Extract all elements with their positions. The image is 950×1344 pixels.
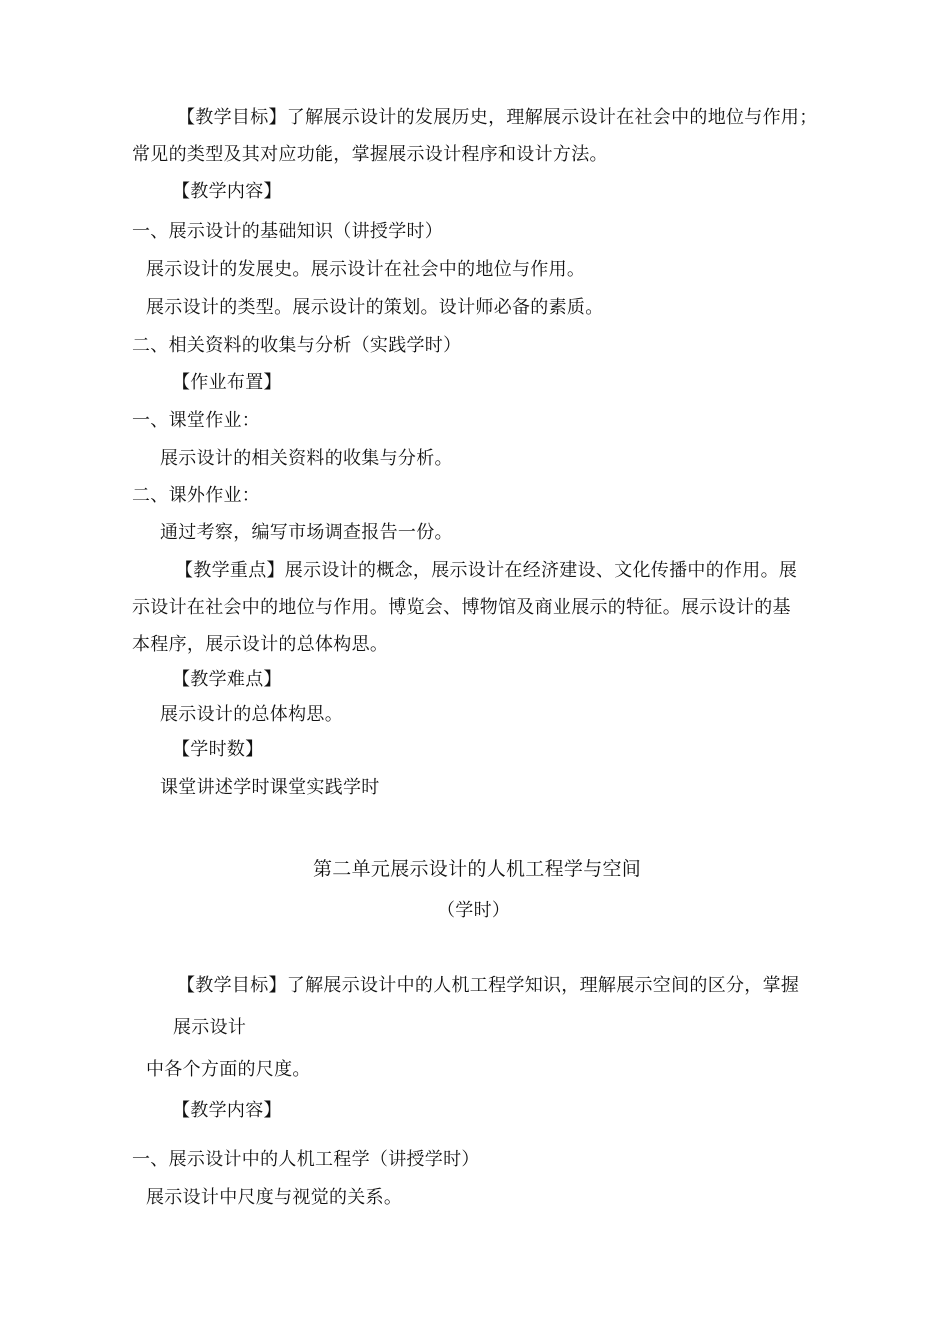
unit1-homework1-text: 展示设计的相关资料的收集与分析。 (160, 448, 453, 469)
unit2-section1-item1: 展示设计中尺度与视觉的关系。 (146, 1187, 403, 1208)
unit1-section1-item2: 展示设计的类型。展示设计的策划。设计师必备的素质。 (146, 297, 604, 318)
unit2-subtitle: （学时） (437, 900, 511, 921)
unit1-section1-title: 一、展示设计的基础知识（讲授学时） (132, 221, 444, 242)
unit2-objectives-line1: 【教学目标】了解展示设计中的人机工程学知识，理解展示空间的区分，掌握 (177, 975, 800, 996)
unit1-homework1-title: 一、课堂作业： (132, 410, 261, 431)
unit2-content-heading: 【教学内容】 (172, 1100, 282, 1121)
unit1-difficulty-text: 展示设计的总体构思。 (160, 704, 343, 725)
unit1-keypoints-line1: 【教学重点】展示设计的概念，展示设计在经济建设、文化传播中的作用。展 (175, 560, 798, 581)
unit1-section2-title: 二、相关资料的收集与分析（实践学时） (132, 335, 462, 356)
unit1-content-heading: 【教学内容】 (172, 181, 282, 202)
unit1-objectives-line1: 【教学目标】了解展示设计的发展历史，理解展示设计在社会中的地位与作用； (177, 107, 818, 128)
unit1-homework-heading: 【作业布置】 (172, 372, 282, 393)
unit2-objectives-line2: 展示设计 (173, 1017, 247, 1038)
unit2-objectives-line3: 中各个方面的尺度。 (146, 1059, 311, 1080)
unit1-keypoints-line3: 本程序，展示设计的总体构思。 (132, 634, 389, 655)
unit1-difficulty-heading: 【教学难点】 (172, 669, 282, 690)
unit1-hours-heading: 【学时数】 (172, 739, 264, 760)
unit1-homework2-title: 二、课外作业： (132, 485, 261, 506)
unit2-section1-title: 一、展示设计中的人机工程学（讲授学时） (132, 1149, 480, 1170)
unit1-objectives-line2: 常见的类型及其对应功能，掌握展示设计程序和设计方法。 (132, 144, 608, 165)
unit1-keypoints-line2: 示设计在社会中的地位与作用。博览会、博物馆及商业展示的特征。展示设计的基 (132, 597, 791, 618)
unit1-homework2-text: 通过考察，编写市场调查报告一份。 (160, 522, 453, 543)
unit1-hours-text: 课堂讲述学时课堂实践学时 (160, 777, 380, 798)
unit2-title: 第二单元展示设计的人机工程学与空间 (313, 858, 642, 880)
unit1-section1-item1: 展示设计的发展史。展示设计在社会中的地位与作用。 (146, 259, 586, 280)
